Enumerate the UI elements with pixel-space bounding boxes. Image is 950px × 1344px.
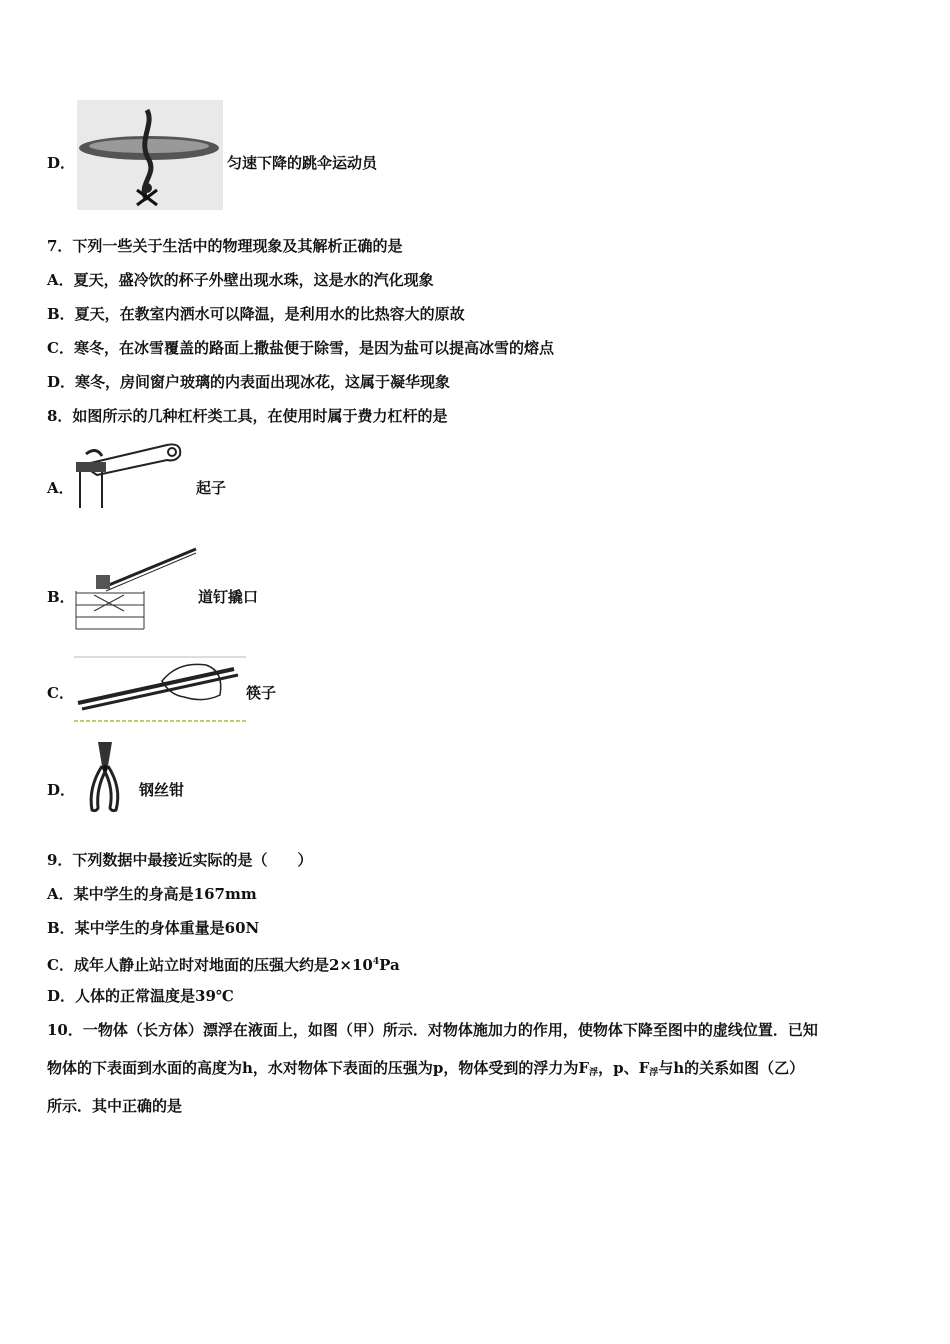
q8-option-b-label: B． <box>47 588 75 606</box>
q8-stem: 8．如图所示的几种杠杆类工具，在使用时属于费力杠杆的是 <box>47 407 448 425</box>
bottle-opener-image <box>72 440 184 510</box>
q8-option-b-caption: 道钉撬口 <box>198 588 259 606</box>
skydiver-image <box>77 100 223 210</box>
spike-pry-bar-image <box>74 545 198 630</box>
q9-stem: 9．下列数据中最接近实际的是（ ） <box>47 851 313 869</box>
q10-line-3: 所示．其中正确的是 <box>47 1097 183 1115</box>
q8-option-a-label: A． <box>47 479 74 497</box>
q8-option-c-label: C． <box>47 684 74 702</box>
q9-option-a: A．某中学生的身高是167mm <box>47 885 257 903</box>
q9-option-c-unit: Pa <box>379 956 400 974</box>
q10-line-2 <box>47 1058 804 1083</box>
q10-line-2-part-a: 物体的下表面到水面的高度为h，水对物体下表面的压强为p，物体受到的浮力为F <box>47 1059 590 1077</box>
q8-option-a-caption: 起子 <box>196 479 227 497</box>
q6-option-d-caption: 匀速下降的跳伞运动员 <box>227 154 378 172</box>
q7-option-d: D．寒冬，房间窗户玻璃的内表面出现冰花，这属于凝华现象 <box>47 373 451 391</box>
q8-option-d-caption: 钢丝钳 <box>139 781 185 799</box>
chopsticks-image <box>74 655 246 725</box>
q10-line-2-part-c: 与h的关系如图（乙） <box>658 1059 805 1077</box>
q10-line-1: 10．一物体（长方体）漂浮在液面上，如图（甲）所示．对物体施加力的作用，使物体下降至图中的虚线位置．已知 <box>47 1021 818 1039</box>
q9-option-c <box>47 952 400 975</box>
q8-option-c-caption: 筷子 <box>246 684 277 702</box>
q9-option-b: B．某中学生的身体重量是60N <box>47 919 260 937</box>
q7-option-c: C．寒冬，在冰雪覆盖的路面上撒盐便于除雪，是因为盐可以提高冰雪的熔点 <box>47 339 554 357</box>
q9-option-c-exponent: 4 <box>372 957 380 967</box>
q10-subscript-float-1: 浮 <box>589 1068 599 1078</box>
q9-option-d: D．人体的正常温度是39℃ <box>47 987 234 1005</box>
pliers-image <box>84 738 124 814</box>
q10-subscript-float-2: 浮 <box>649 1068 659 1078</box>
q7-stem: 7．下列一些关于生活中的物理现象及其解析正确的是 <box>47 237 403 255</box>
q7-option-a: A．夏天，盛冷饮的杯子外壁出现水珠，这是水的汽化现象 <box>47 271 434 289</box>
q6-option-d-label: D． <box>47 154 76 172</box>
q9-option-c-text: C．成年人静止站立时对地面的压强大约是2×10 <box>47 956 373 974</box>
q8-option-d-label: D． <box>47 781 76 799</box>
q7-option-b: B．夏天，在教室内洒水可以降温，是利用水的比热容大的原故 <box>47 305 465 323</box>
q10-line-2-part-b: ，p、F <box>598 1059 650 1077</box>
